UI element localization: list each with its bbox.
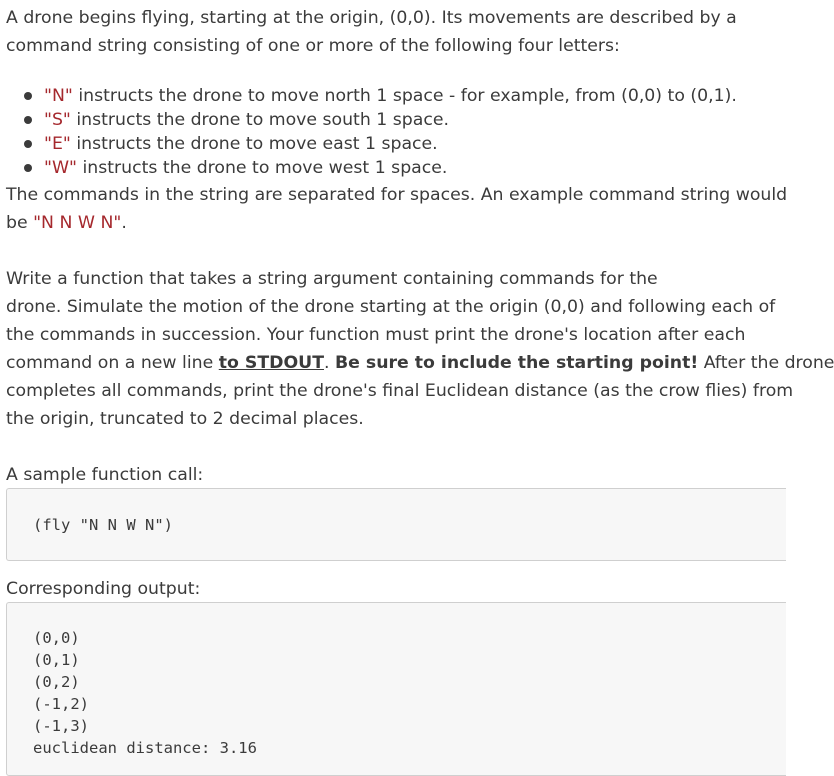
output-line: euclidean distance: 3.16 — [33, 739, 257, 757]
separator-line-2-suffix: . — [121, 213, 127, 233]
code-line: (fly "N N W N") — [33, 516, 173, 534]
output-line: (-1,2) — [33, 695, 89, 713]
separator-paragraph — [6, 181, 787, 237]
output-line: (0,0) — [33, 629, 80, 647]
output-line: (0,2) — [33, 673, 80, 691]
intro-line-1: A drone begins flying, starting at the origin, (0,0). Its movements are described by a — [6, 8, 737, 28]
list-item — [6, 108, 737, 132]
sample-output-code-block — [6, 602, 786, 776]
command-letter: "W" — [44, 158, 77, 178]
intro-line-2: command string consisting of one or more of the following four letters: — [6, 36, 620, 56]
separator-line-1: The commands in the string are separated for spaces. An example command string would — [6, 185, 788, 205]
task-line-4-mid: . — [324, 353, 335, 373]
stdout-link[interactable]: to STDOUT — [218, 353, 324, 373]
task-line-1: Write a function that takes a string argument containing commands for the — [6, 269, 658, 289]
command-description: instructs the drone to move west 1 space. — [77, 158, 448, 178]
task-paragraph — [6, 265, 834, 433]
command-list — [6, 84, 737, 180]
task-line-2: drone. Simulate the motion of the drone starting at the origin (0,0) and following each of — [6, 297, 776, 317]
command-letter: "E" — [44, 134, 71, 154]
list-item — [6, 84, 737, 108]
separator-line-2-prefix: be — [6, 213, 34, 233]
command-description: instructs the drone to move north 1 space - for example, from (0,0) to (0,1). — [72, 86, 737, 106]
task-line-3: the commands in succession. Your function must print the drone's location after each — [6, 325, 746, 345]
list-item — [6, 132, 737, 156]
starting-point-note: Be sure to include the starting point! — [335, 353, 699, 373]
command-description: instructs the drone to move south 1 space. — [70, 110, 449, 130]
task-line-6: the origin, truncated to 2 decimal places. — [6, 409, 364, 429]
command-letter: "S" — [44, 110, 71, 130]
sample-call-code-block — [6, 488, 786, 561]
command-description: instructs the drone to move east 1 space. — [70, 134, 438, 154]
bullet-icon — [24, 92, 32, 100]
example-command-string: "N N W N" — [33, 213, 122, 233]
sample-call-label: A sample function call: — [6, 465, 204, 485]
sample-output-label: Corresponding output: — [6, 579, 201, 599]
output-line: (0,1) — [33, 651, 80, 669]
list-item — [6, 156, 737, 180]
task-line-4-suffix: After the drone — [698, 353, 834, 373]
bullet-icon — [24, 116, 32, 124]
intro-paragraph — [6, 4, 737, 60]
command-letter: "N" — [44, 86, 73, 106]
bullet-icon — [24, 140, 32, 148]
output-line: (-1,3) — [33, 717, 89, 735]
task-line-5: completes all commands, print the drone's final Euclidean distance (as the crow flies) from — [6, 381, 794, 401]
task-line-4-prefix: command on a new line — [6, 353, 219, 373]
bullet-icon — [24, 164, 32, 172]
